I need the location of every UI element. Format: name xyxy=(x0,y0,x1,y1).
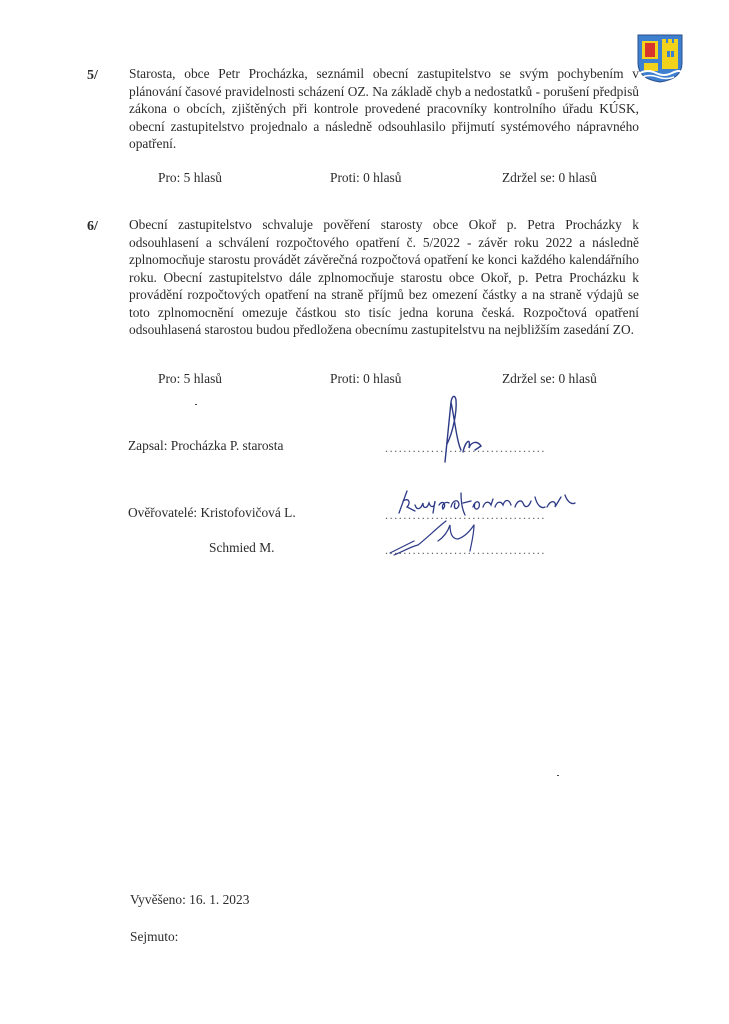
resolution-text: Obecní zastupitelstvo schvaluje pověření starosty obce Okoř p. Petra Procházky k odsouhlasení a schválení rozpočtového opatření č. 5/2022 - závěr roku 2022 a následně zplnomocňuje starostu provádět závěrečná rozpočtová opatření ke konci každého kalendářního roku. Obecní zastupitelstvo dále zplnomocňuje starostu obce Okoř, p. Petra Procházku k provádění rozpočtových opatření na straně příjmů bez omezení částky a na straně výdajů se toto zplnomocnění omezuje částkou sto tisíc jedna koruna česká. Rozpočtová opatření odsouhlasená starostou budou předložena obecnímu zastupitelstvu na nejbližším zasedání ZO. xyxy=(129,217,639,337)
vote-zdrzel: Zdržel se: 0 hlasů xyxy=(502,371,597,386)
posted-date: Vyvěšeno: 16. 1. 2023 xyxy=(130,892,250,907)
resolution-text: Starosta, obce Petr Procházka, seznámil obecní zastupitelstvo se svým pochybením v plánování časové pravidelnosti scházení OZ. Na základě chyb a nedostatků - porušení předpisů zákona o obcích, zjištěných při kontrole provedené pracovníky kontrolního úřadu KÚSK, obecní zastupitelstvo projednalo a následně odsouhlasilo přijmutí systémového nápravného opatření. xyxy=(129,66,639,151)
signature-line: ................................... xyxy=(385,508,546,522)
recorder-signature-icon xyxy=(425,392,495,467)
signature-line: ................................... xyxy=(385,441,546,455)
scan-speck xyxy=(557,775,559,776)
coat-of-arms-icon xyxy=(636,33,684,83)
second-verifier-label: Schmied M. xyxy=(209,540,275,555)
vote-pro: Pro: 5 hlasů xyxy=(158,371,222,386)
scan-speck xyxy=(195,404,197,405)
verifier-label: Ověřovatelé: Kristofovičová L. xyxy=(128,505,296,520)
vote-proti: Proti: 0 hlasů xyxy=(330,170,402,185)
item-number: 5/ xyxy=(87,68,98,83)
item-number: 6/ xyxy=(87,219,98,234)
second-verifier-signature-icon xyxy=(388,515,498,560)
vote-pro: Pro: 5 hlasů xyxy=(158,170,222,185)
recorder-label: Zapsal: Procházka P. starosta xyxy=(128,438,284,453)
removed-date: Sejmuto: xyxy=(130,929,179,944)
vote-proti: Proti: 0 hlasů xyxy=(330,371,402,386)
vote-zdrzel: Zdržel se: 0 hlasů xyxy=(502,170,597,185)
signature-line: ................................... xyxy=(385,543,546,557)
